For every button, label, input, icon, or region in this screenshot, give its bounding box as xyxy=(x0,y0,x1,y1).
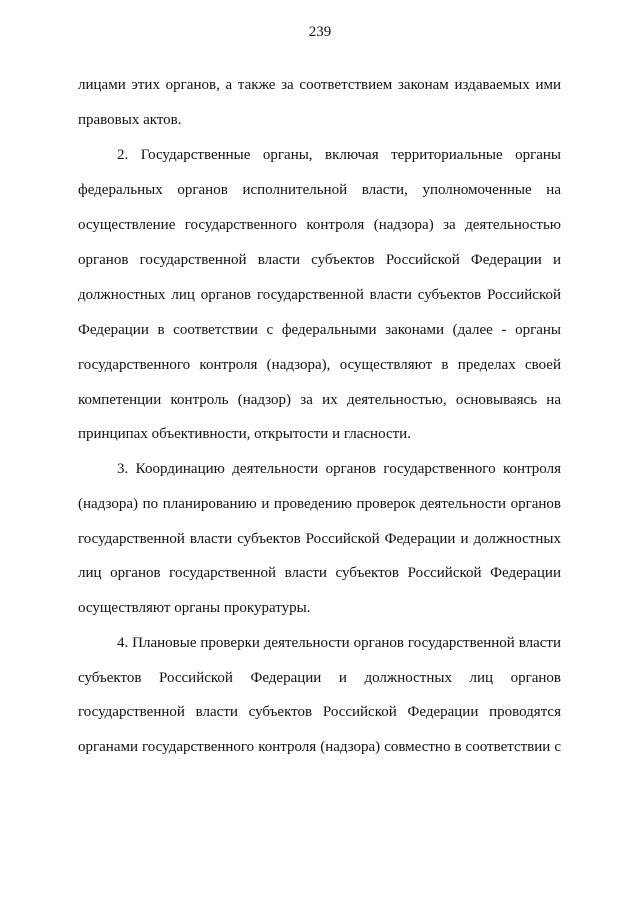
text-line: Федерации в соответствии с федеральными законами (далее - органы xyxy=(78,322,561,338)
text-line: 4. Плановые проверки деятельности органов государственной власти xyxy=(117,635,561,651)
text-line: субъектов Российской Федерации и должностных лиц органов xyxy=(78,670,561,686)
text-line: лиц органов государственной власти субъектов Российской Федерации xyxy=(78,565,561,581)
text-line: осуществляют органы прокуратуры. xyxy=(78,600,311,616)
text-line: должностных лиц органов государственной власти субъектов Российской xyxy=(78,287,561,303)
page-number: 239 xyxy=(308,24,332,40)
text-line: компетенции контроль (надзор) за их деятельностью, основываясь на xyxy=(78,392,561,408)
text-line: лицами этих органов, а также за соответствием законам издаваемых ими xyxy=(78,77,561,93)
text-line: 3. Координацию деятельности органов государственного контроля xyxy=(117,461,561,477)
text-line: федеральных органов исполнительной власти, уполномоченные на xyxy=(78,182,561,198)
text-line: органами государственного контроля (надзора) совместно в соответствии с xyxy=(78,739,561,755)
text-line: государственной власти субъектов Российской Федерации и должностных xyxy=(78,531,561,547)
text-line: 2. Государственные органы, включая территориальные органы xyxy=(117,147,561,163)
text-line: правовых актов. xyxy=(78,112,182,128)
text-line: принципах объективности, открытости и гласности. xyxy=(78,426,411,442)
text-line: государственной власти субъектов Российской Федерации проводятся xyxy=(78,704,561,720)
text-line: (надзора) по планированию и проведению проверок деятельности органов xyxy=(78,496,561,512)
text-line: органов государственной власти субъектов Российской Федерации и xyxy=(78,252,561,268)
text-line: осуществление государственного контроля (надзора) за деятельностью xyxy=(78,217,561,233)
text-line: государственного контроля (надзора), осуществляют в пределах своей xyxy=(78,357,561,373)
